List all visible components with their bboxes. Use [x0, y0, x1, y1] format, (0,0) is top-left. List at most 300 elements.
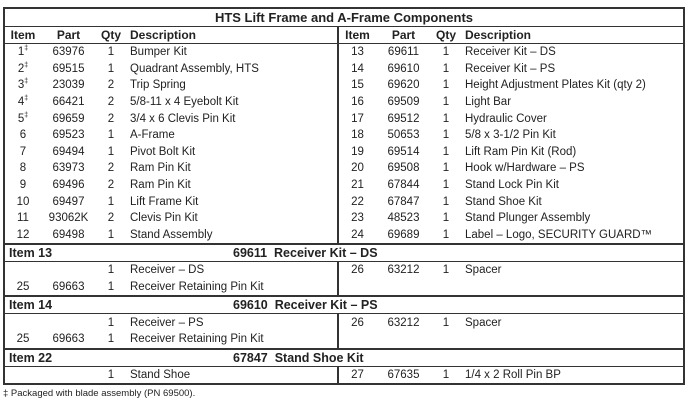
qty-cell	[96, 366, 126, 384]
description-cell-text: Trip Spring	[130, 79, 186, 92]
part-cell	[41, 94, 96, 111]
description-cell	[461, 314, 684, 331]
table-row	[4, 77, 684, 94]
description-cell-text: Receiver Kit – DS	[465, 46, 556, 59]
item-cell	[338, 144, 376, 161]
item-cell	[4, 160, 41, 177]
description-cell-text: 5/8 x 3-1/2 Pin Kit	[465, 129, 556, 142]
description-cell	[461, 331, 684, 349]
item-cell-text: 26	[351, 264, 364, 277]
part-cell-text: 63212	[387, 264, 420, 277]
description-cell-text: 3/4 x 6 Clevis Pin Kit	[130, 112, 236, 125]
item-cell-text: 18	[351, 129, 364, 142]
description-cell-text: Stand Shoe Kit	[465, 195, 542, 208]
qty-cell	[96, 61, 126, 78]
description-cell-text: Stand Shoe	[130, 368, 191, 381]
qty-cell	[431, 94, 461, 111]
table-row	[4, 227, 684, 245]
table-row	[4, 314, 684, 331]
part-cell	[376, 331, 431, 349]
description-cell-text: Lift Ram Pin Kit (Rod)	[465, 145, 577, 158]
qty-cell-text: 1	[442, 62, 450, 75]
table-row	[4, 61, 684, 78]
item-cell-text: 17	[351, 112, 364, 125]
description-cell	[461, 227, 684, 245]
qty-cell-text: 1	[442, 129, 450, 142]
part-cell	[376, 227, 431, 245]
item-cell	[338, 127, 376, 144]
item-cell	[338, 94, 376, 111]
item-cell	[338, 314, 376, 331]
section-item: Item 22	[4, 349, 96, 367]
description-cell-text: Receiver Retaining Pin Kit	[130, 333, 264, 346]
description-cell	[126, 366, 338, 384]
description-cell	[126, 227, 338, 245]
table-row	[4, 127, 684, 144]
description-cell-text: Hook w/Hardware – PS	[465, 162, 585, 175]
description-cell-text: Quadrant Assembly, HTS	[130, 62, 259, 75]
part-cell-text: 69498	[52, 228, 85, 241]
parts-table	[3, 7, 685, 385]
item-cell-text: 8	[19, 162, 27, 175]
qty-cell-text: 1	[442, 195, 450, 208]
section-heading: 67847 Stand Shoe Kit	[96, 349, 684, 367]
description-cell	[461, 77, 684, 94]
item-cell-text: 20	[351, 162, 364, 175]
part-cell	[41, 314, 96, 331]
item-cell	[4, 279, 41, 297]
qty-cell	[431, 61, 461, 78]
part-cell	[41, 110, 96, 127]
item-cell	[4, 314, 41, 331]
item-cell	[338, 160, 376, 177]
table-row	[4, 160, 684, 177]
section-heading: 69610 Receiver Kit – PS	[96, 296, 684, 314]
item-cell	[4, 210, 41, 227]
description-cell	[461, 110, 684, 127]
qty-cell-text: 1	[107, 62, 115, 75]
description-cell-text: Height Adjustment Plates Kit (qty 2)	[465, 79, 646, 92]
qty-cell-text: 1	[442, 179, 450, 192]
description-cell	[461, 94, 684, 111]
part-cell	[41, 44, 96, 61]
part-cell	[376, 177, 431, 194]
qty-cell	[431, 331, 461, 349]
part-cell-text: 67847	[387, 195, 420, 208]
qty-cell	[96, 193, 126, 210]
part-cell-text: 69514	[387, 145, 420, 158]
part-cell-text: 69611	[387, 46, 420, 59]
description-cell	[126, 144, 338, 161]
part-cell-text: 67844	[387, 179, 420, 192]
description-cell	[126, 127, 338, 144]
table-row	[4, 210, 684, 227]
item-cell-text: 22	[351, 195, 364, 208]
qty-cell-text: 2	[107, 112, 115, 125]
part-cell	[41, 160, 96, 177]
table-row	[4, 110, 684, 127]
description-cell-text: 1/4 x 2 Roll Pin BP	[465, 368, 561, 381]
table-row	[4, 331, 684, 349]
item-cell-text: 25	[16, 281, 30, 294]
table-row	[4, 177, 684, 194]
qty-cell	[96, 314, 126, 331]
part-cell	[376, 366, 431, 384]
qty-cell	[96, 160, 126, 177]
header-description: Description	[126, 27, 338, 44]
qty-cell	[96, 44, 126, 61]
item-cell-text: 10	[16, 195, 30, 208]
description-cell	[126, 279, 338, 297]
description-cell	[461, 144, 684, 161]
part-cell-text: 69610	[387, 62, 420, 75]
part-cell	[376, 210, 431, 227]
item-cell-text: 23	[351, 212, 364, 225]
item-cell	[4, 366, 41, 384]
item-cell	[338, 44, 376, 61]
part-cell	[41, 331, 96, 349]
description-cell	[126, 177, 338, 194]
item-cell	[338, 77, 376, 94]
part-cell-text: 69497	[52, 195, 85, 208]
part-cell	[376, 193, 431, 210]
qty-cell-text: 1	[442, 46, 450, 59]
item-cell-text: 27	[351, 368, 364, 381]
qty-cell-text: 1	[442, 228, 450, 241]
description-cell-text: Ram Pin Kit	[130, 179, 191, 192]
qty-cell-text: 1	[107, 129, 115, 142]
description-cell-text: Stand Assembly	[130, 228, 213, 241]
item-cell	[338, 366, 376, 384]
item-cell-text: 21	[351, 179, 364, 192]
part-cell	[41, 177, 96, 194]
qty-cell	[96, 279, 126, 297]
qty-cell-text: 1	[442, 264, 450, 277]
part-cell	[41, 227, 96, 245]
description-cell	[126, 61, 338, 78]
item-cell	[338, 210, 376, 227]
qty-cell	[431, 262, 461, 279]
description-cell	[461, 44, 684, 61]
part-cell	[41, 144, 96, 161]
description-cell-text: Pivot Bolt Kit	[130, 145, 196, 158]
footnote: ‡ Packaged with blade assembly (PN 69500).	[3, 388, 196, 399]
item-cell	[338, 262, 376, 279]
footnote-mark: ‡	[24, 111, 29, 119]
item-cell-text: 1	[17, 46, 25, 59]
item-cell-text: 7	[19, 145, 27, 158]
description-cell-text: Receiver – PS	[130, 316, 204, 329]
qty-cell	[96, 110, 126, 127]
item-cell-text: 26	[351, 316, 364, 329]
description-cell	[461, 366, 684, 384]
part-cell	[41, 279, 96, 297]
part-cell-text: 69620	[387, 79, 420, 92]
qty-cell-text: 1	[107, 333, 115, 346]
qty-cell	[431, 227, 461, 245]
part-cell	[41, 366, 96, 384]
part-cell	[41, 61, 96, 78]
footnote-mark: ‡	[24, 45, 29, 53]
qty-cell	[96, 177, 126, 194]
footnote-mark: ‡	[24, 95, 29, 103]
description-cell	[126, 77, 338, 94]
qty-cell	[431, 127, 461, 144]
part-cell	[376, 44, 431, 61]
description-cell-text: A-Frame	[130, 129, 175, 142]
qty-cell-text: 2	[107, 162, 115, 175]
part-cell	[376, 279, 431, 297]
table-row	[4, 366, 684, 384]
part-cell-text: 69515	[52, 62, 85, 75]
item-cell	[338, 227, 376, 245]
parts-table-container	[3, 7, 685, 385]
item-cell-text: 12	[16, 228, 30, 241]
qty-cell-text: 1	[442, 368, 450, 381]
qty-cell	[96, 94, 126, 111]
part-cell	[376, 110, 431, 127]
table-row	[4, 279, 684, 297]
part-cell	[41, 127, 96, 144]
part-cell-text: 66421	[52, 96, 85, 109]
header-item: Item	[4, 27, 41, 44]
qty-cell-text: 2	[107, 212, 115, 225]
qty-cell	[96, 262, 126, 279]
table-row	[4, 144, 684, 161]
item-cell-text: 13	[351, 46, 364, 59]
description-cell	[461, 210, 684, 227]
item-cell	[4, 193, 41, 210]
header-item: Item	[338, 27, 376, 44]
part-cell-text: 69663	[52, 281, 85, 294]
part-cell	[376, 160, 431, 177]
part-cell-text: 69494	[52, 145, 85, 158]
table-row	[4, 94, 684, 111]
description-cell	[461, 193, 684, 210]
part-cell	[376, 94, 431, 111]
item-cell	[338, 193, 376, 210]
item-cell-text: 15	[351, 79, 364, 92]
header-part: Part	[41, 27, 96, 44]
part-cell-text: 63976	[52, 46, 85, 59]
qty-cell-text: 1	[442, 79, 450, 92]
part-cell	[41, 193, 96, 210]
item-cell-text: 16	[351, 96, 364, 109]
part-cell	[376, 61, 431, 78]
qty-cell-text: 1	[442, 96, 450, 109]
qty-cell-text: 1	[107, 195, 115, 208]
section-item: Item 14	[4, 296, 96, 314]
part-cell-text: 69689	[387, 228, 420, 241]
part-cell-text: 48523	[387, 212, 420, 225]
item-cell-text: 2	[17, 62, 25, 75]
item-cell-text: 25	[16, 333, 30, 346]
part-cell	[376, 144, 431, 161]
qty-cell-text: 1	[107, 264, 115, 277]
item-cell-text: 4	[17, 96, 25, 109]
section-heading: 69611 Receiver Kit – DS	[96, 244, 684, 262]
description-cell	[461, 177, 684, 194]
part-cell-text: 67635	[387, 368, 420, 381]
item-cell	[4, 94, 41, 111]
header-description: Description	[461, 27, 684, 44]
part-cell-text: 69509	[387, 96, 420, 109]
qty-cell	[431, 177, 461, 194]
table-title: HTS Lift Frame and A-Frame Components	[4, 8, 684, 27]
qty-cell-text: 1	[442, 316, 450, 329]
part-cell-text: 93062K	[48, 212, 89, 225]
qty-cell	[431, 77, 461, 94]
description-cell-text: 5/8-11 x 4 Eyebolt Kit	[130, 96, 239, 109]
item-cell	[4, 177, 41, 194]
qty-cell	[96, 127, 126, 144]
item-cell	[338, 331, 376, 349]
part-cell-text: 50653	[387, 129, 420, 142]
description-cell	[461, 279, 684, 297]
footnote-mark: ‡	[24, 78, 29, 86]
description-cell-text: Hydraulic Cover	[465, 112, 547, 125]
item-cell-text: 11	[17, 212, 29, 225]
qty-cell	[96, 77, 126, 94]
item-cell-text: 19	[351, 145, 364, 158]
qty-cell-text: 1	[442, 112, 450, 125]
part-cell-text: 63973	[52, 162, 85, 175]
part-cell	[41, 77, 96, 94]
qty-cell-text: 1	[442, 145, 450, 158]
item-cell	[4, 44, 41, 61]
description-cell-text: Ram Pin Kit	[130, 162, 191, 175]
footnote-mark: ‡	[24, 61, 29, 69]
item-cell	[338, 61, 376, 78]
description-cell	[126, 210, 338, 227]
qty-cell	[431, 314, 461, 331]
qty-cell	[96, 210, 126, 227]
qty-cell	[431, 366, 461, 384]
part-cell	[376, 77, 431, 94]
description-cell-text: Bumper Kit	[130, 46, 187, 59]
description-cell-text: Receiver Kit – PS	[465, 62, 556, 75]
item-cell-text: 24	[351, 228, 364, 241]
header-qty: Qty	[431, 27, 461, 44]
description-cell	[126, 331, 338, 349]
item-cell-text: 3	[17, 79, 25, 92]
description-cell	[126, 94, 338, 111]
part-cell	[376, 314, 431, 331]
item-cell	[4, 110, 41, 127]
header-qty: Qty	[96, 27, 126, 44]
part-cell	[41, 210, 96, 227]
part-cell-text: 69659	[52, 112, 85, 125]
section-header	[4, 296, 684, 314]
item-cell	[338, 279, 376, 297]
description-cell-text: Stand Plunger Assembly	[465, 212, 591, 225]
item-cell-text: 6	[19, 129, 27, 142]
item-cell	[4, 61, 41, 78]
qty-cell-text: 1	[107, 368, 115, 381]
item-cell	[4, 262, 41, 279]
description-cell-text: Receiver – DS	[130, 264, 205, 277]
table-row	[4, 193, 684, 210]
qty-cell	[431, 279, 461, 297]
section-header	[4, 349, 684, 367]
section-header	[4, 244, 684, 262]
header-part: Part	[376, 27, 431, 44]
part-cell	[41, 262, 96, 279]
item-cell-text: 14	[351, 62, 364, 75]
qty-cell-text: 1	[107, 228, 115, 241]
item-cell	[338, 177, 376, 194]
part-cell-text: 69496	[52, 179, 85, 192]
description-cell-text: Label – Logo, SECURITY GUARD™	[465, 228, 653, 241]
description-cell	[461, 160, 684, 177]
qty-cell	[96, 331, 126, 349]
item-cell	[4, 331, 41, 349]
qty-cell-text: 2	[107, 179, 115, 192]
qty-cell-text: 2	[107, 79, 115, 92]
qty-cell-text: 1	[442, 212, 450, 225]
part-cell	[376, 127, 431, 144]
part-cell-text: 69523	[52, 129, 85, 142]
part-cell-text: 69512	[387, 112, 420, 125]
qty-cell-text: 1	[107, 46, 115, 59]
description-cell-text: Lift Frame Kit	[130, 195, 199, 208]
item-cell-text: 5	[17, 112, 25, 125]
part-cell-text: 63212	[387, 316, 420, 329]
description-cell-text: Spacer	[465, 316, 502, 329]
item-cell	[4, 127, 41, 144]
description-cell-text: Receiver Retaining Pin Kit	[130, 281, 264, 294]
description-cell	[461, 262, 684, 279]
description-cell	[126, 110, 338, 127]
part-cell-text: 69663	[52, 333, 85, 346]
table-row	[4, 44, 684, 61]
qty-cell-text: 1	[107, 145, 115, 158]
description-cell-text: Spacer	[465, 264, 502, 277]
qty-cell	[431, 144, 461, 161]
qty-cell-text: 1	[442, 162, 450, 175]
item-cell	[338, 110, 376, 127]
section-item: Item 13	[4, 244, 96, 262]
qty-cell	[96, 144, 126, 161]
part-cell	[376, 262, 431, 279]
part-cell-text: 23039	[52, 79, 85, 92]
description-cell	[461, 61, 684, 78]
description-cell	[126, 193, 338, 210]
description-cell-text: Clevis Pin Kit	[130, 212, 198, 225]
qty-cell	[96, 227, 126, 245]
qty-cell	[431, 160, 461, 177]
table-row	[4, 262, 684, 279]
qty-cell-text: 1	[107, 281, 115, 294]
item-cell-text: 9	[19, 179, 27, 192]
description-cell	[126, 160, 338, 177]
description-cell-text: Stand Lock Pin Kit	[465, 179, 559, 192]
qty-cell	[431, 110, 461, 127]
description-cell	[461, 127, 684, 144]
qty-cell	[431, 44, 461, 61]
qty-cell	[431, 210, 461, 227]
qty-cell	[431, 193, 461, 210]
item-cell	[4, 77, 41, 94]
qty-cell-text: 2	[107, 96, 115, 109]
description-cell	[126, 262, 338, 279]
qty-cell-text: 1	[107, 316, 115, 329]
item-cell	[4, 227, 41, 245]
description-cell	[126, 314, 338, 331]
description-cell-text: Light Bar	[465, 96, 512, 109]
description-cell	[126, 44, 338, 61]
item-cell	[4, 144, 41, 161]
